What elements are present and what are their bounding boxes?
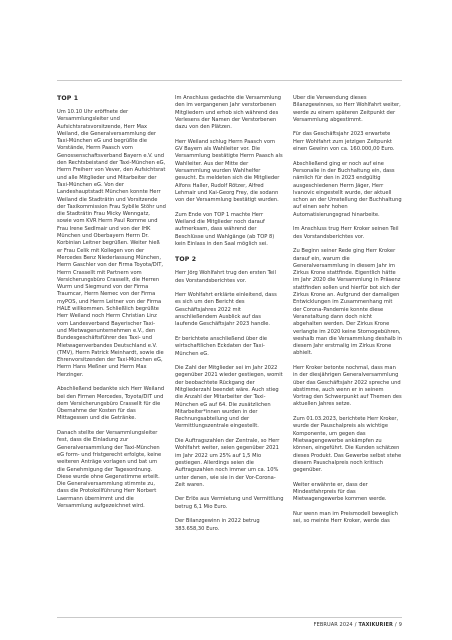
footer-magazine-name: TAXIKURIER: [358, 622, 393, 628]
paragraph: Über die Verwendung dieses Bilanzgewinnes, so Herr Wohlfahrt weiter, werde zu einem späteren Zeitpunkt der Versammlung abgestimmt.: [293, 95, 401, 123]
paragraph: Im Anschluss gedachte die Versammlung den im vergangenen Jahr verstorbenen Mitgliedern und erhob sich während des Verlesens der Namen der Verstorbenen dazu von den Plätzen.: [175, 95, 282, 131]
article-columns: [57, 95, 402, 613]
paragraph: Herr Jörg Wohlfahrt trug den ersten Teil des Vorstandsberichtes vor.: [175, 270, 276, 284]
section-heading-top2: TOP 2: [175, 256, 197, 264]
footer-separator: /: [354, 622, 357, 628]
paragraph: Abschließend ging er noch auf eine Personalie in der Buchhaltung ein, dass nämlich für den in 2023 endgültig ausgeschiedenen Herrn Jäger, Herr Ivanovic eingestellt wurde, der aktuell schon an der Umstellung der Buchhaltung auf einen sehr hohen Automatisierungsgrad hinarbeite.: [293, 160, 402, 218]
paragraph: Die Auftragszahlen der Zentrale, so Herr Wohlfahrt weiter, seien gegenüber 2021 im Jahr 2022 um 25% auf 1,5 Mio gestiegen. Allerdings seien die Auftragszahlen noch immer um ca. 10% unter denen, wie sie in der Vor-Corona-Zeit waren.: [175, 438, 280, 488]
paragraph: Zum 01.03.2023, berichtete Herr Kroker, wurde der Pauschalpreis als wichtige Komponente, um gegen das Mietwagengewerbe ankämpfen zu können, eingeführt. Die Kunden schätzen dieses Produkt. Das Gewerbe selbst stehe diesem Pauschalpreis noch kritisch gegenüber.: [293, 416, 402, 474]
paragraph: Herr Wohlfahrt erklärte einleitend, dass es sich um den Bericht des Geschäftsjahres 2022 mit anschließendem Ausblick auf das laufende Geschäftsjahr 2023 handle.: [175, 292, 277, 328]
column-3: [293, 95, 402, 613]
paragraph: Zum Ende von TOP 1 machte Herr Weiland die Mitglieder noch darauf aufmerksam, dass während der Beschlüsse und Wahlgänge (ab TOP 8) kein Einlass in den Saal möglich sei.: [175, 211, 275, 247]
paragraph: Im Anschluss trug Herr Kroker seinen Teil des Vorstandsberichtes vor.: [293, 226, 399, 240]
paragraph: Danach stellte der Versammlungsleiter fest, dass die Einladung zur Generalversammlung der Taxi-München eG form- und fristgerecht erfolgte, keine weiteren Anträge vorlagen und bat um die Genehmigung der Tagesordnung. Diese wurde ohne Gegenstimme erteilt. Die Generalversammlung stimmte zu, dass die Protokollführung Herr Norbert Laermann übernimmt und die Versammlung aufgezeichnet wird.: [57, 430, 162, 510]
column-1: [57, 95, 166, 613]
paragraph: Er berichtete anschließend über die wirtschaftlichen Eckdaten der Taxi-München eG.: [175, 335, 268, 357]
paragraph: Die Zahl der Mitglieder sei im Jahr 2022 gegenüber 2021 wieder gestiegen, womit der beobachtete Rückgang der Mitgliederzahl beendet wäre. Auch stieg die Anzahl der Mitarbeiter der Taxi-München eG auf 64. Die zusätzlichen Mitarbeiter*innen wurden in der Rechnungsabteilung und der Vermittlungszentrale eingestellt.: [175, 365, 283, 430]
paragraph: Der Erlös aus Vermietung und Vermittlung betrug 6,1 Mio Euro.: [175, 496, 284, 510]
top-rule: [57, 80, 402, 81]
page-number: 9: [398, 622, 402, 628]
paragraph: Für das Geschäftsjahr 2023 erwartete Herr Wohlfahrt zum jetzigen Zeitpunkt einen Gewinn von ca. 160.000,00 Euro.: [293, 131, 395, 153]
paragraph: Der Bilanzgewinn in 2022 betrug 383.658,30 Euro.: [175, 518, 260, 532]
paragraph: Herr Weiland schlug Herrn Paasch vom GV Bayern als Wahlleiter vor. Die Versammlung bestätigte Herrn Paasch als Wahlleiter. Aus der Mitte der Versammlung wurden Wahlhelfer gesucht. Es meldeten sich die Mitglieder Alfons Haller, Rudolf Rötzer, Alfred Lehmair und Kai-Georg Frey, die sodann von der Versammlung bestätigt wurden.: [175, 138, 283, 204]
paragraph: Nur wenn man im Preismodell beweglich sei, so meinte Herr Kroker, werde das: [293, 510, 398, 525]
section-heading-top1: TOP 1: [57, 95, 79, 102]
column-2: [175, 95, 284, 613]
paragraph: Zu Beginn seiner Rede ging Herr Kroker darauf ein, warum die Generalversammlung in diesem Jahr im Zirkus Krone stattfinde. Eigentlich hätte im Jahr 2020 die Versammlung in Präsenz stattfinden sollen und hierfür bot sich der Zirkus Krone an. Aufgrund der damaligen Entwicklungen im Zusammenhang mit der Corona-Pandemie konnte diese Veranstaltung dann doch nicht abgehalten werden. Der Zirkus Krone verlangte im 2020 keine Stornogebühren, weshalb man die Versammlung deshalb in diesem Jahr erstmalig im Zirkus Krone abhielt.: [293, 248, 402, 357]
footer-issue: FEBRUAR 2024: [313, 622, 353, 628]
paragraph: Weiter erwähnte er, dass der Mindestfahrpreis für das Mietwagengewerbe kommen werde.: [293, 481, 387, 503]
page-footer: [314, 622, 402, 629]
paragraph: Um 10.10 Uhr eröffnete der Versammlungsleiter und Aufsichtsratsvorsitzende, Herr Max Weiland, die Generalversammlung der Taxi-München eG und begrüßte die Vorstände, Herrn Paasch vom Genossenschaftsverband Bayern e.V. und den Rechtsbeistand der Taxi-München eG, Herrn Freiherr von Vever, den Aufsichtsrat und alle Mitglieder und Mitarbeiter der Taxi-München eG. Von der Landeshauptstadt München konnte Herr Weiland die Stadträtin und Vorsitzende der Taxikommission Frau Sybille Stöhr und die Stadträtin Frau Micky Wenngatz, sowie vom KVR Herrn Paul Romme und Frau Irene Sedlmair und von der IHK München und Oberbayern Herrn Dr. Korbinian Leitner begrüßen. Weiter hieß er Frau Celik mit Kollegen von der Mercedes Benz Niederlassung München, Herrn Gaschler von der Firma Toyota/DIT, Herrn Crassellt mit Partnern vom Versicherungsbüro Crassellt, die Herren Wurm und Siegmund von der Firma Traumcar, Herrn Nemec von der Firma myPOS, und Herrn Leitner von der Firma HALE willkommen. Schließlich begrüßte Herr Weiland noch Herrn Christian Linz vom Landesverband Bayerischer Taxi- und Mietwagenunternehmen e.V., den Bundesgeschäftsführer des Taxi- und Mietwagenverbandes Deutschland e.V. (TMV), Herrn Patrick Meinhardt, sowie die Ehrenvorsitzenden der Taxi-München eG, Herrn Hans Meßner und Herrn Max Herzinger.: [57, 109, 166, 378]
paragraph: Abschließend bedankte sich Herr Weiland bei den Firmen Mercedes, Toyota/DIT und dem Versicherungsbüro Crassellt für die Übernahme der Kosten für das Mittagessen und die Getränke.: [57, 386, 165, 422]
bottom-rule: [57, 617, 402, 618]
paragraph: Herr Kroker betonte nochmal, dass man in der diesjährigen Generalversammlung über das Geschäftsjahr 2022 spreche und abstimme, auch wenn er in seinem Vortrag den Schwerpunkt auf Themen des aktuellen Jahres setze.: [293, 364, 402, 408]
footer-separator: /: [394, 622, 397, 628]
top-margin: [0, 0, 452, 22]
